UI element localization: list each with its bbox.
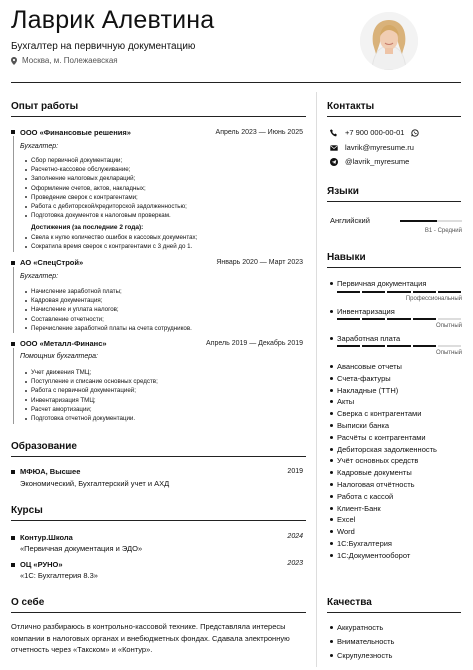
skill-rating-segment	[337, 345, 360, 347]
course-year: 2023	[287, 560, 303, 567]
contact-telegram[interactable]	[330, 157, 409, 166]
course-subtitle: «1С: Бухгалтерия 8.3»	[20, 571, 98, 580]
language-level-bar	[400, 220, 462, 222]
course-title: Контур.Школа	[20, 533, 73, 542]
section-rule-courses	[11, 520, 306, 521]
section-rule-qualities	[327, 612, 461, 613]
header-divider	[11, 82, 461, 83]
profile-photo	[360, 12, 418, 70]
language-level: B1 - Средний	[424, 228, 462, 234]
column-divider	[316, 92, 317, 667]
skill-rating-segment	[362, 291, 385, 293]
about-text: Отлично разбираюсь в контрольно-кассовой технике. Представляла интересы компании в налоговых органах и внебюджетных фондах. Сдавала электронную отчетность через «Такском» и «Контур».	[11, 622, 290, 654]
section-title-qualities: Качества	[327, 597, 372, 608]
skill-item: Клиент-Банк	[337, 503, 381, 513]
skill-item: 1С:Бухгалтерия	[337, 539, 392, 548]
list-item: Работа с дебиторской/кредиторской задолженностью;	[31, 203, 187, 211]
skill-item: Сверка с контрагентами	[337, 409, 422, 419]
skill-name: Первичная документация	[337, 279, 427, 288]
skill-rating-segment	[387, 345, 410, 347]
education-year: 2019	[287, 468, 303, 475]
email-icon	[330, 144, 338, 152]
skill-item: Кадровые документы	[337, 468, 412, 478]
section-rule-education	[11, 456, 306, 457]
language-name: Английский	[330, 216, 370, 225]
skill-item: Excel	[337, 515, 356, 525]
skill-rating-segment	[362, 318, 385, 320]
job-achievements	[31, 233, 197, 251]
skill-item: Счета-фактуры	[337, 373, 391, 383]
job-timeline	[13, 348, 14, 424]
skill-item: Налоговая отчётность	[337, 480, 415, 489]
job-role: Помощник бухгалтера:	[20, 353, 98, 360]
job-marker	[11, 261, 15, 265]
location-text: Москва, м. Полежаевская	[22, 56, 118, 65]
skill-rating-segment	[337, 291, 360, 293]
skill-rating-segment	[413, 345, 436, 347]
list-item: Начисление и уплата налогов;	[31, 305, 192, 314]
skill-rating-segment	[413, 318, 436, 320]
skill-item: Дебиторская задолженность	[337, 444, 437, 454]
skill-rating	[337, 345, 461, 347]
section-title-languages: Языки	[327, 186, 359, 197]
skill-rating-segment	[337, 318, 360, 320]
section-rule-about	[11, 612, 306, 613]
job-timeline	[13, 136, 14, 252]
contact-telegram-text: @lavrik_myresume	[345, 157, 410, 166]
section-rule-experience	[11, 116, 306, 117]
job-marker	[11, 342, 15, 346]
section-rule-skills	[327, 267, 461, 268]
section-rule-languages	[327, 201, 461, 202]
job-duties	[31, 156, 187, 220]
contact-phone-text: +7 900 000-00-01	[345, 128, 405, 137]
contact-phone[interactable]	[330, 128, 419, 137]
phone-icon	[330, 129, 338, 137]
section-title-about: О себе	[11, 597, 45, 608]
course-marker	[11, 536, 15, 540]
course-title: ОЦ «РУНО»	[20, 560, 63, 569]
skill-rating	[337, 318, 461, 320]
profile-photo-image	[360, 12, 418, 70]
skill-name: Инвентаризация	[337, 307, 395, 316]
education-title: МФЮА, Высшее	[20, 467, 81, 476]
telegram-icon	[330, 158, 338, 166]
section-rule-contacts	[327, 116, 461, 117]
skill-rating-segment	[438, 345, 461, 347]
location-pin-icon	[11, 57, 17, 65]
job-company: АО «СпецСтрой»	[20, 258, 84, 267]
list-item: Сбор первичной документации;	[31, 156, 187, 165]
list-item: Поступление и списание основных средств;	[31, 378, 158, 386]
whatsapp-icon	[411, 129, 419, 137]
job-company: ООО «Финансовые решения»	[20, 128, 131, 137]
location	[11, 56, 118, 65]
course-marker	[11, 563, 15, 567]
course-subtitle: «Первичная документация и ЭДО»	[20, 544, 143, 553]
job-duties	[31, 287, 192, 333]
skill-item: Работа с кассой	[337, 491, 394, 501]
candidate-position: Бухгалтер на первичную документацию	[11, 41, 196, 52]
skill-item: Выписки банка	[337, 421, 390, 430]
list-item: Кадровая документация;	[31, 296, 192, 305]
list-item: Подготовка документов к налоговым проверкам.	[31, 211, 187, 220]
skill-item: Расчёты с контрагентами	[337, 432, 426, 442]
job-dates: Апрель 2023 — Июнь 2025	[215, 129, 303, 136]
job-dates: Апрель 2019 — Декабрь 2019	[206, 340, 303, 347]
list-item: Составление отчетности;	[31, 315, 192, 324]
list-item: Сократила время сверок с контрагентами с 3 дней до 1.	[31, 242, 197, 251]
section-title-courses: Курсы	[11, 505, 43, 516]
skill-rating-segment	[387, 318, 410, 320]
list-item: Проведение сверок с контрагентами;	[31, 193, 187, 202]
list-item: Оформление счетов, актов, накладных;	[31, 184, 187, 193]
list-item: Работа с первичной документацией;	[31, 386, 158, 395]
job-marker	[11, 130, 15, 134]
skill-rating	[337, 291, 461, 293]
course-year: 2024	[287, 533, 303, 540]
skill-level: Опытный	[436, 350, 462, 356]
education-marker	[11, 470, 15, 474]
candidate-name: Лаврик Алевтина	[11, 6, 215, 34]
education-subtitle: Экономический, Бухгалтерский учет и АХД	[20, 479, 170, 488]
list-item: Подготовка отчетной документации.	[31, 414, 158, 423]
skill-item: Авансовые отчеты	[337, 362, 402, 371]
job-timeline	[13, 267, 14, 333]
skill-item: 1С:Документооборот	[337, 550, 411, 560]
section-title-contacts: Контакты	[327, 101, 375, 112]
skill-rating-segment	[387, 291, 410, 293]
list-item: Расчетно-кассовое обслуживание;	[31, 165, 187, 174]
list-item: Расчет амортизации;	[31, 405, 158, 414]
skill-rating-segment	[438, 291, 461, 293]
list-item: Свела к нулю количество ошибок в кассовых документах;	[31, 234, 198, 241]
skill-level: Опытный	[436, 323, 462, 329]
list-item: Перечисление заработной платы на счета сотрудников.	[31, 324, 192, 332]
section-title-skills: Навыки	[327, 252, 366, 263]
skill-name: Заработная плата	[337, 334, 401, 343]
skill-rating-segment	[362, 345, 385, 347]
section-title-education: Образование	[11, 441, 77, 452]
contact-email-text: lavrik@myresume.ru	[345, 143, 414, 152]
skill-item: Акты	[337, 397, 355, 407]
job-dates: Январь 2020 — Март 2023	[216, 259, 303, 266]
list-item: Начисление заработной платы;	[31, 287, 192, 296]
skill-item: Накладные (ТТН)	[337, 385, 399, 395]
skill-item: Word	[337, 527, 355, 537]
contact-email[interactable]	[330, 143, 414, 152]
job-duties	[31, 368, 158, 423]
skill-rating-segment	[413, 291, 436, 293]
skill-item: Учёт основных средств	[337, 456, 419, 466]
job-role: Бухгалтер:	[20, 273, 59, 280]
quality-item: Скрупулезность	[337, 651, 393, 660]
quality-item: Внимательность	[337, 637, 395, 646]
job-company: ООО «Металл-Финанс»	[20, 339, 107, 348]
list-item: Инвентаризация ТМЦ;	[31, 396, 158, 405]
skill-level: Профессиональный	[405, 296, 462, 302]
achievements-title: Достижения (за последние 2 года):	[31, 224, 144, 231]
list-item: Учет движения ТМЦ;	[31, 368, 158, 377]
list-item: Заполнение налоговых деклараций;	[31, 174, 187, 183]
skill-rating-segment	[438, 318, 461, 320]
section-title-experience: Опыт работы	[11, 101, 79, 112]
job-role: Бухгалтер:	[20, 143, 59, 150]
quality-item: Аккуратность	[337, 623, 384, 632]
language-level-fill	[400, 220, 437, 222]
